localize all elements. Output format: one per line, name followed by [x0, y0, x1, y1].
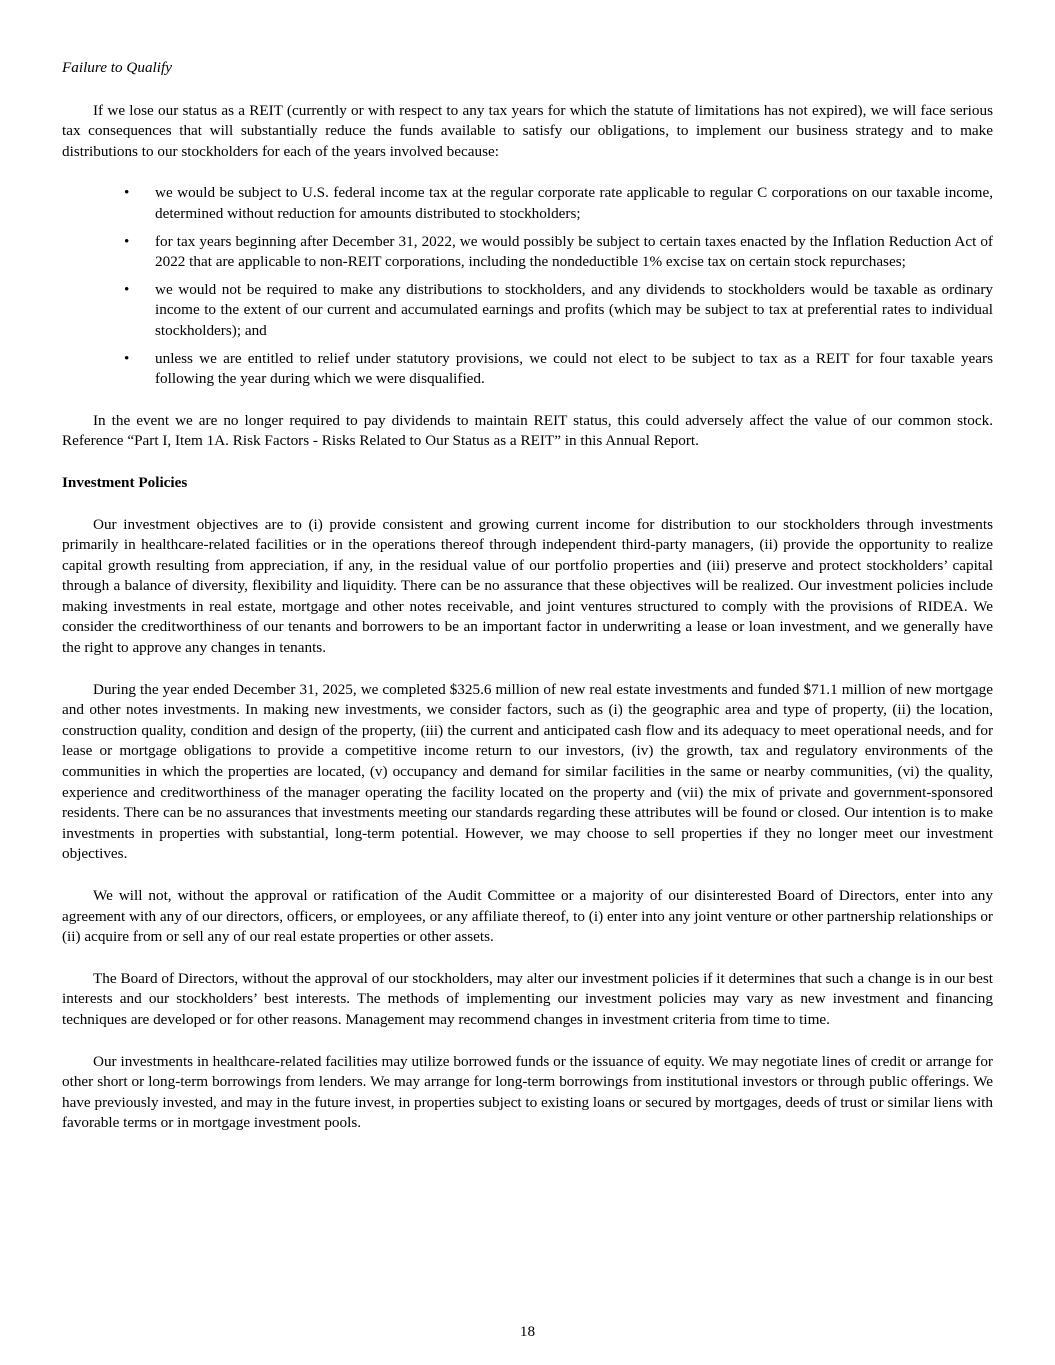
list-item [62, 280, 993, 342]
list-item-text: unless we are entitled to relief under statutory provisions, we could not elect to be subject to tax as a REIT for four taxable years following the year during which we were disqualified. [155, 349, 993, 388]
bullet-icon: • [124, 184, 130, 202]
list-item [62, 183, 993, 224]
page-number: 18 [519, 1323, 536, 1340]
bullet-icon: • [124, 349, 130, 367]
policy-changes-paragraph: The Board of Directors, without the approval of our stockholders, may alter our investment policies if it determines that such a change is in our best interests and our stockholders’ best interests. The methods of implementing our investment policies may vary as new investment and financing techniques are developed or for other reasons. Management may recommend changes in investment criteria from time to time. [62, 969, 993, 1028]
bullet-icon: • [124, 280, 130, 298]
reit-status-paragraph: In the event we are no longer required to pay dividends to maintain REIT status, this could adversely affect the value of our common stock. Reference “Part I, Item 1A. Risk Factors - Risks Related to Our Status as a REIT” in this Annual Report. [62, 411, 993, 450]
financing-paragraph: Our investments in healthcare-related facilities may utilize borrowed funds or the issuance of equity. We may negotiate lines of credit or arrange for other short or long-term borrowings from lenders. We may arrange for long-term borrowings from institutional investors or through public offerings. We have previously invested, and may in the future invest, in properties subject to existing loans or secured by mortgages, deeds of trust or similar liens with favorable terms or in mortgage investment pools. [62, 1052, 993, 1132]
list-item [62, 349, 993, 390]
related-party-paragraph: We will not, without the approval or ratification of the Audit Committee or a majority of our disinterested Board of Directors, enter into any agreement with any of our directors, officers, or employees, or any affiliate thereof, to (i) enter into any joint venture or other partnership relationships or (ii) acquire from or sell any of our real estate properties or other assets. [62, 887, 993, 946]
investment-policies-heading: Investment Policies [62, 473, 188, 491]
section-title: Failure to Qualify [62, 59, 172, 76]
investment-objectives-paragraph: Our investment objectives are to (i) provide consistent and growing current income for distribution to our stockholders through investments primarily in healthcare-related facilities or in the operations thereof through independent third-party managers, (ii) provide the opportunity to realize capital growth resulting from appreciation, if any, in the residual value of our portfolio properties and (iii) preserve and protect stockholders’ capital through a balance of diversity, flexibility and liquidity. There can be no assurance that these objectives will be realized. Our investment policies include making investments in real estate, mortgage and other notes receivable, and joint ventures structured to comply with the provisions of RIDEA. We consider the creditworthiness of our tenants and borrowers to be an important factor in underwriting a lease or loan investment, and we generally have the right to approve any changes in tenants. [62, 515, 993, 657]
list-item [62, 232, 993, 273]
document-page [62, 58, 993, 1155]
list-item-text: we would not be required to make any distributions to stockholders, and any dividends to stockholders would be taxable as ordinary income to the extent of our current and accumulated earnings and profits (which may be subject to tax at preferential rates to individual stockholders); and [155, 280, 993, 339]
intro-paragraph: If we lose our status as a REIT (currently or with respect to any tax years for which the statute of limitations has not expired), we will face serious tax consequences that will substantially reduce the funds available to satisfy our obligations, to implement our business strategy and to make distributions to our stockholders for each of the years involved because: [62, 101, 993, 160]
list-item-text: we would be subject to U.S. federal income tax at the regular corporate rate applicable to regular C corporations on our taxable income, determined without reduction for amounts distributed to stockholders; [155, 184, 993, 222]
bullet-icon: • [124, 232, 130, 250]
consequences-list [62, 183, 993, 389]
new-investments-paragraph: During the year ended December 31, 2025, we completed $325.6 million of new real estate investments and funded $71.1 million of new mortgage and other notes investments. In making new investments, we consider factors, such as (i) the geographic area and type of property, (ii) the location, construction quality, condition and design of the property, (iii) the current and anticipated cash flow and its adequacy to meet operational needs, and for lease or mortgage obligations to provide a competitive income return to our investors, (iv) the growth, tax and regulatory environments of the communities in which the properties are located, (v) occupancy and demand for similar facilities in the same or nearby communities, (vi) the quality, experience and creditworthiness of the manager operating the facility located on the property and (vii) the mix of private and government-sponsored residents. There can be no assurances that investments meeting our standards regarding these attributes will be found or closed. Our intention is to make investments in properties with substantial, long-term potential. However, we may choose to sell properties if they no longer meet our investment objectives. [62, 680, 993, 863]
list-item-text: for tax years beginning after December 31, 2022, we would possibly be subject to certain taxes enacted by the Inflation Reduction Act of 2022 that are applicable to non-REIT corporations, including the nondeductible 1% excise tax on certain stock repurchases; [155, 232, 993, 271]
